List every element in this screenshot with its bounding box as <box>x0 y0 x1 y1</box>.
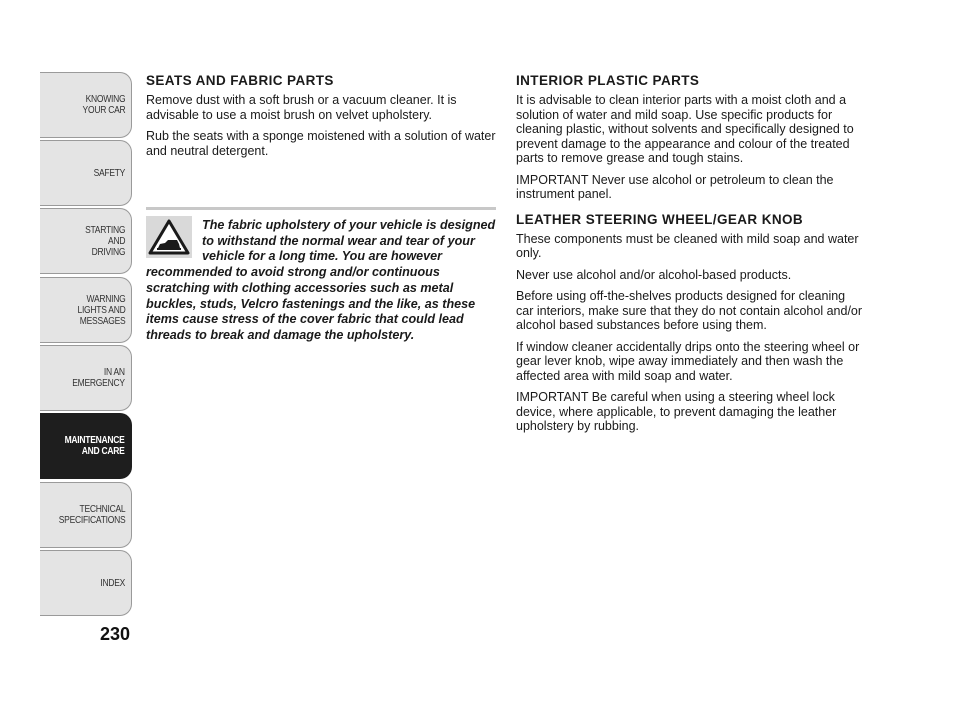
section-heading: INTERIOR PLASTIC PARTS <box>516 73 700 88</box>
tab-knowing-your-car[interactable] <box>40 72 132 138</box>
tab-label: IN AN EMERGENCY <box>72 367 125 389</box>
tab-label: INDEX <box>100 577 125 589</box>
warning-message: The fabric upholstery of your vehicle is designed to withstand the normal wear and tear of your vehicle for a long time. You are however recommended to avoid strong and/or continuous scratching with clothing accessories such as metal buckles, studs, Velcro fastenings and the like, as these items cause stress of the cover fabric that could lead threads to break and damage the upholstery. <box>146 218 496 342</box>
tab-safety[interactable] <box>40 140 132 206</box>
paragraph: Remove dust with a soft brush or a vacuum cleaner. It is advisable to use a moist brush on velvet upholstery. <box>146 93 457 122</box>
tab-in-an-emergency[interactable] <box>40 345 132 411</box>
tab-technical-specifications[interactable] <box>40 482 132 548</box>
right-column <box>516 73 864 441</box>
paragraph: IMPORTANT Never use alcohol or petroleum to clean the instrument panel. <box>516 172 834 201</box>
tab-label: STARTING AND DRIVING <box>84 224 125 258</box>
tab-label: MAINTENANCE AND CARE <box>64 435 125 457</box>
page-number: 230 <box>100 624 131 644</box>
warning-divider <box>146 207 496 210</box>
tab-label: KNOWING YOUR CAR <box>82 94 125 116</box>
tab-starting-and-driving[interactable] <box>40 208 132 274</box>
left-column <box>146 73 496 165</box>
section-heading: LEATHER STEERING WHEEL/GEAR KNOB <box>516 211 804 227</box>
tab-warning-lights-and-messages[interactable] <box>40 277 132 343</box>
paragraph: These components must be cleaned with mild soap and water only. <box>516 231 859 260</box>
paragraph: Never use alcohol and/or alcohol-based products. <box>516 267 792 282</box>
tab-label: SAFETY <box>93 167 125 179</box>
tab-label: TECHNICAL SPECIFICATIONS <box>58 504 125 526</box>
tab-label: WARNING LIGHTS AND MESSAGES <box>77 293 125 327</box>
warning-text-block <box>146 218 498 344</box>
paragraph: Rub the seats with a sponge moistened with a solution of water and neutral detergent. <box>146 129 496 158</box>
paragraph: Before using off-the-shelves products designed for cleaning car interiors, make sure that they do not contain alcohol and/or alcohol based substances before using them. <box>516 289 863 332</box>
section-heading: SEATS AND FABRIC PARTS <box>146 73 334 88</box>
tab-maintenance-and-care[interactable] <box>40 413 132 479</box>
paragraph: It is advisable to clean interior parts with a moist cloth and a solution of water and mild soap. Use specific products for cleaning plastic, without solvents and specifically designed to prevent damage to the appearance and colour of the treated parts to remove grease and tough stains. <box>516 93 854 165</box>
tab-index[interactable] <box>40 550 132 616</box>
paragraph: If window cleaner accidentally drips onto the steering wheel or gear lever knob, wipe away immediately and then wash the affected area with mild soap and water. <box>516 339 860 383</box>
paragraph: IMPORTANT Be careful when using a steering wheel lock device, where applicable, to prevent damaging the leather upholstery by rubbing. <box>516 390 837 433</box>
